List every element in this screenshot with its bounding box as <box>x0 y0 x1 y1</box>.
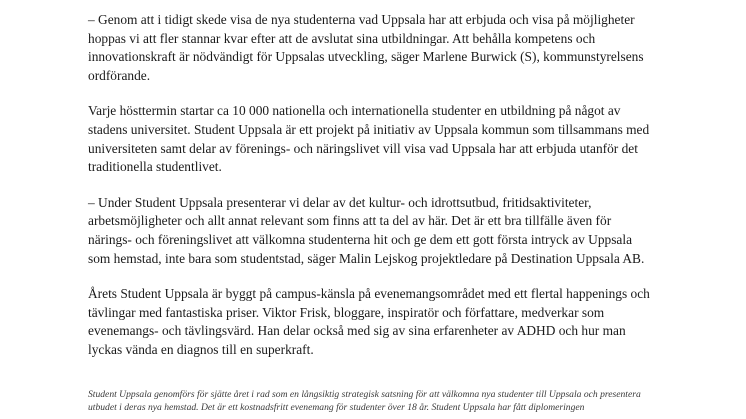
paragraph-campus-event: Årets Student Uppsala är byggt på campus-känsla på evenemangsområdet med ett flertal happenings och tävlingar med fantastiska priser. Viktor Frisk, bloggare, inspiratör och författare, medverkar som evenemangs- och tävlingsvärd. Han delar också med sig av sina erfarenheter av ADHD och hur man lyckas vända en diagnos till en superkraft. <box>88 286 650 357</box>
footnote-about-event: Student Uppsala genomförs för sjätte året i rad som en långsiktig strategisk satsning för att välkomna nya studenter till Uppsala och presentera utbudet i deras nya hemstad. Det är ett kostnadsfritt evenemang för studenter över 18 år. Student Uppsala har fått diplomeringen <box>88 389 641 414</box>
paragraph-quote-burwick: – Genom att i tidigt skede visa de nya studenterna vad Uppsala har att erbjuda och visa på möjligheter hoppas vi att fler stannar kvar efter att de avslutat sina utbildningar. Att behålla kompetens och innovationskraft är nödvändigt för Uppsalas utveckling, säger Marlene Burwick (S), kommunstyrelsens ordförande. <box>88 12 644 83</box>
paragraph-quote-lejskog: – Under Student Uppsala presenterar vi delar av det kultur- och idrottsutbud, fritidsaktiviteter, arbetsmöjligheter och allt annat relevant som finns att ta del av här. Det är ett bra tillfälle även för närings- och föreningslivet att välkomna studenterna hit och ge dem ett gott första intryck av Uppsala som hemstad, inte bara som studentstad, säger Malin Lejskog projektledare på Destination Uppsala AB. <box>88 194 645 266</box>
paragraph-autumn-students: Varje hösttermin startar ca 10 000 nationella och internationella studenter en utbildning på något av stadens universitet. Student Uppsala är ett projekt på initiativ av Uppsala kommun som tillsammans med universiteten samt delar av förenings- och näringslivet vill visa vad Uppsala har att erbjuda utanför det traditionella studentlivet. <box>88 103 650 175</box>
press-release-body <box>88 11 654 377</box>
